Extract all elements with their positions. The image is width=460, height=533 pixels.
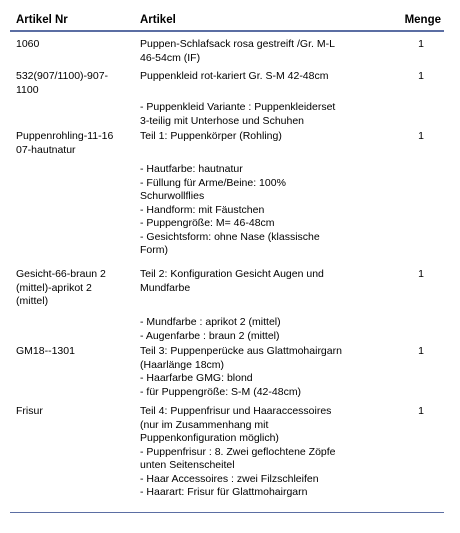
header-artikel: Artikel <box>140 14 176 26</box>
artikel-cell: Puppen-Schlafsack rosa gestreift /Gr. M-L 46-54cm (IF) <box>140 38 335 64</box>
header-menge: Menge <box>404 14 441 26</box>
menge-cell: 1 <box>418 345 424 357</box>
artikel-cell: Teil 3: Puppenperücke aus Glattmohairgarn (Haarlänge 18cm) - Haarfarbe GMG: blond - für Puppengröße: S-M (42-48cm) <box>140 345 342 398</box>
artikel-nr-cell: Puppenrohling-11-16 07-hautnatur <box>16 130 114 156</box>
artikel-cell: Teil 1: Puppenkörper (Rohling) <box>140 130 282 142</box>
variant-details: - Puppenkleid Variante : Puppenkleiderset 3-teilig mit Unterhose und Schuhen <box>140 101 336 127</box>
artikel-nr-cell: GM18--1301 <box>16 345 75 357</box>
variant-details: - Mundfarbe : aprikot 2 (mittel) - Augenfarbe : braun 2 (mittel) <box>140 316 281 342</box>
menge-cell: 1 <box>418 268 424 280</box>
order-table <box>10 8 444 32</box>
artikel-nr-cell: 532(907/1100)-907- 1100 <box>16 70 109 96</box>
table-row <box>10 405 444 505</box>
menge-cell: 1 <box>418 70 424 82</box>
table-row <box>10 130 444 160</box>
table-header <box>10 8 444 32</box>
artikel-nr-cell: Frisur <box>16 405 43 417</box>
artikel-cell: Teil 2: Konfiguration Gesicht Augen und Mundfarbe <box>140 268 324 294</box>
table-row <box>10 268 444 310</box>
table-row <box>10 345 444 401</box>
artikel-cell: Puppenkleid rot-kariert Gr. S-M 42-48cm <box>140 70 329 82</box>
artikel-cell: Teil 4: Puppenfrisur und Haaraccessoires (nur im Zusammenhang mit Puppenkonfiguration möglich) - Puppenfrisur : 8. Zwei geflochtene Zöpfe unten Seitenscheitel - Haar Accessoires : zwei Filzschleifen - Haarart: Frisur für Glattmohairgarn <box>140 405 336 498</box>
menge-cell: 1 <box>418 38 424 50</box>
table-row <box>10 70 444 100</box>
artikel-nr-cell: Gesicht-66-braun 2 (mittel)-aprikot 2 (mittel) <box>16 268 106 307</box>
variant-details: - Hautfarbe: hautnatur - Füllung für Arme/Beine: 100% Schurwollflies - Handform: mit Fäustchen - Puppengröße: M= 46-48cm - Gesichtsform: ohne Nase (klassische Form) <box>140 163 320 256</box>
menge-cell: 1 <box>418 405 424 417</box>
artikel-nr-cell: 1060 <box>16 38 40 50</box>
header-artikel-nr: Artikel Nr <box>16 14 68 26</box>
table-row <box>10 38 444 68</box>
menge-cell: 1 <box>418 130 424 142</box>
table-bottom-divider <box>10 512 444 513</box>
